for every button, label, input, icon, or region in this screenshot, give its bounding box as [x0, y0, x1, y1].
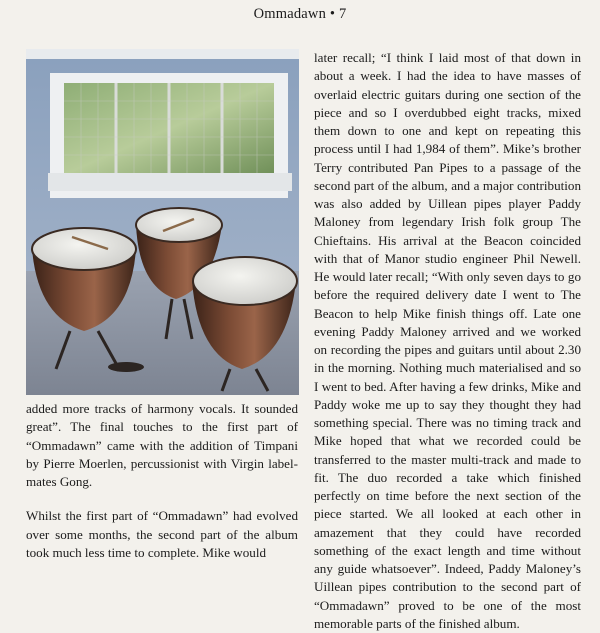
paragraph: Whilst the first part of “Ommadawn” had evolved over some months, the second part of the album took much less time to complete. Mike would [26, 508, 298, 560]
right-text-column [314, 49, 581, 633]
paragraph: later recall; “I think I laid most of that down in about a week. I had the idea to have masses of overlaid electric guitars during one section of the piece and so I overdubbed eight tracks, mixed them down to one and kept on repeating this process until I had 1,984 of them”. Mike’s brother Terry contributed Pan Pipes to a passage of the second part of the album, and a major contribution was also added by Uillean pipes player Paddy Maloney from legendary Irish folk group The Chieftains. His arrival at the Beacon coincided with that of Manor studio engineer Phil Newell. He would later recall; “With only seven days to go before the required delivery date I went to The Beacon to help Mike finish things off. Late one evening Paddy Maloney arrived and we worked on recording the pipes and guitars until about 2.30 in the morning. Nothing much materialised and so I went to bed. After having a few drinks, Mike and Paddy woke me up to say they thought they had something special. There was no timing track and Mike hoped that what we recorded could be transferred to the master multi-track and made to fit. The duo recorded a take which finished perfectly on time before the next section of the piece started. We all looked at each other in amazement that they could have recorded something of the exact length and time without any guide whatsoever”. Indeed, Paddy Maloney’s Uillean pipes contribution to the second part of “Ommadawn” proved to be one of the most memorable parts of the finished album. [314, 50, 581, 631]
left-text-column [26, 400, 298, 562]
page-header: Ommadawn • 7 [253, 6, 347, 22]
timpani-photo [26, 49, 299, 395]
paragraph: added more tracks of harmony vocals. It sounded great”. The final touches to the first part of “Ommadawn” came with the addition of Timpani by Pierre Moerlen, percussionist with Virgin label-mates Gong. [26, 401, 298, 489]
